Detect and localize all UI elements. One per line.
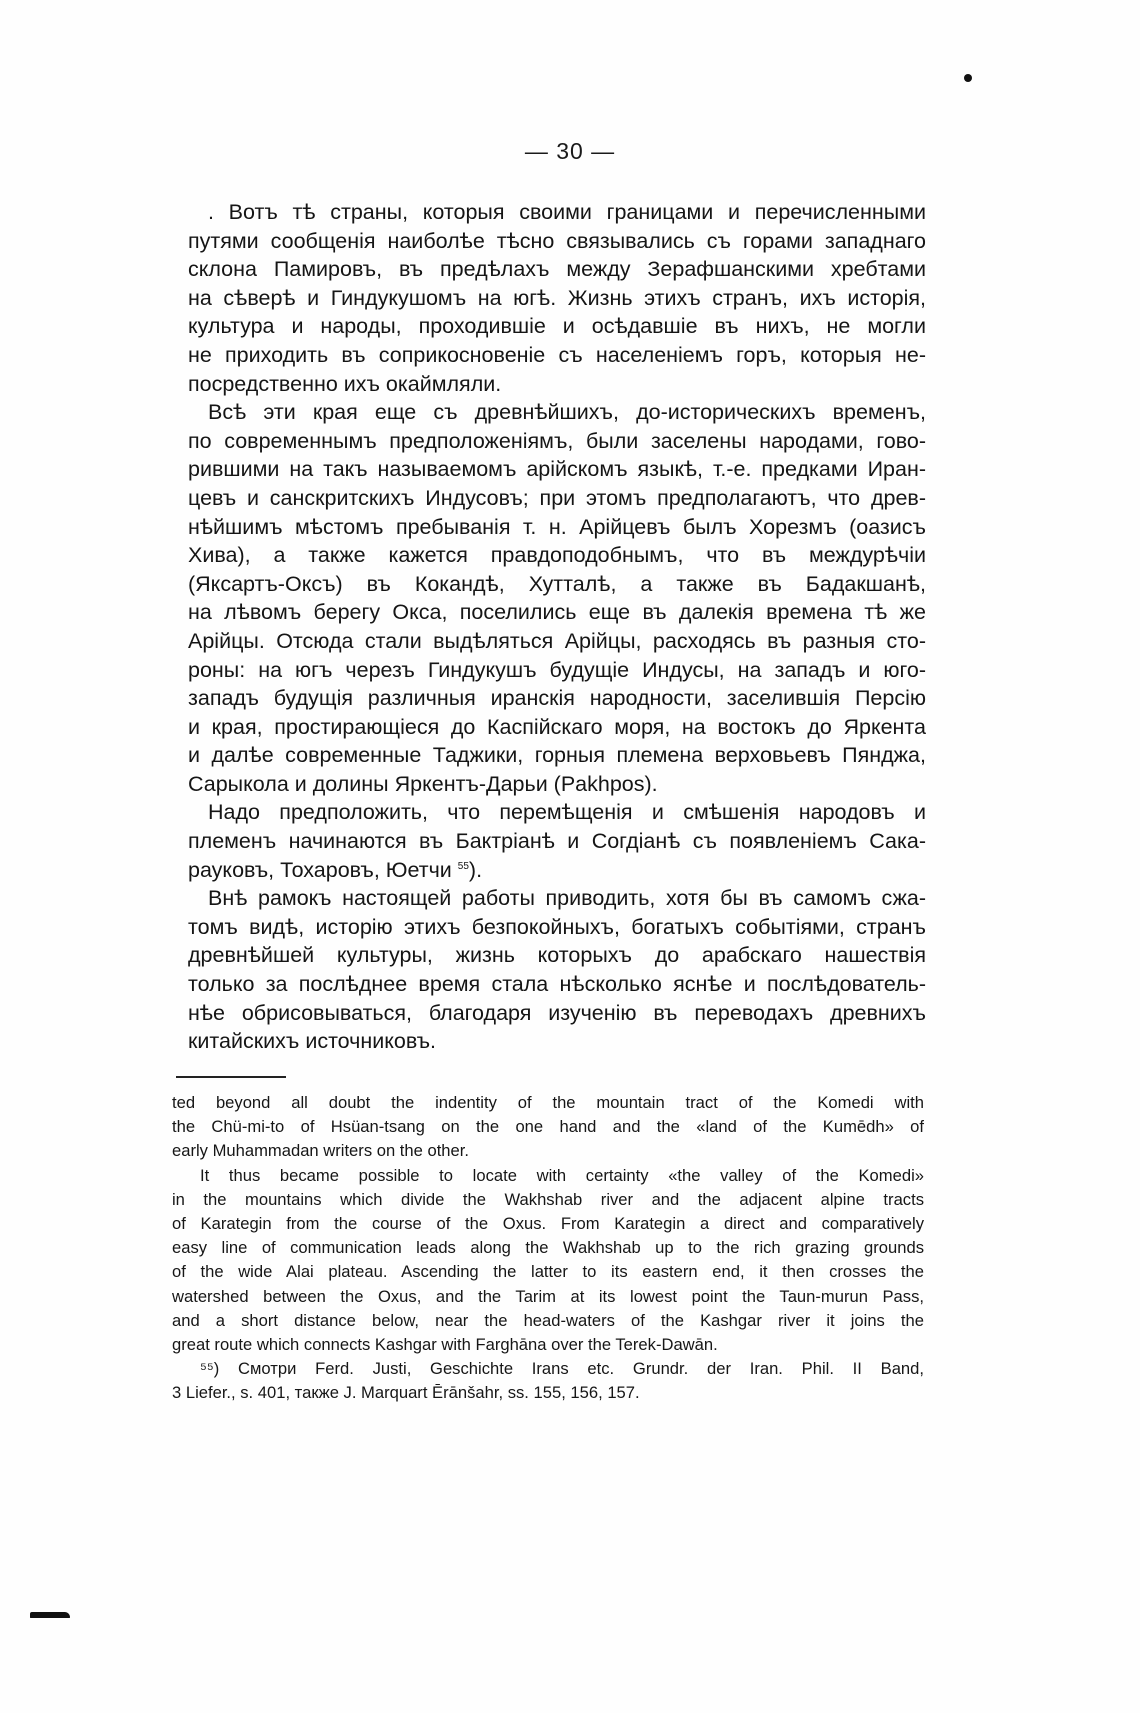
text-line: Хива), а также кажется правдоподобнымъ, что въ междурѣчіи bbox=[188, 543, 926, 568]
text-line: путями сообщенія наиболѣе тѣсно связывались съ горами западнаго bbox=[188, 228, 926, 253]
footnote-reference[interactable]: 55 bbox=[457, 860, 469, 872]
text-line: томъ видѣ, исторію этихъ безпокойныхъ, богатыхъ событіями, странъ bbox=[188, 914, 926, 939]
footnote-line: of Karategin from the course of the Oxus. From Karategin a direct and comparatively bbox=[172, 1213, 924, 1233]
footnote-line: early Muhammadan writers on the other. bbox=[172, 1141, 469, 1161]
text-line: цевъ и санскритскихъ Индусовъ; при этомъ предполагаютъ, что древ- bbox=[188, 485, 926, 510]
footnote-paragraph bbox=[172, 1164, 924, 1358]
text-line: Сарыкола и долины Яркентъ-Дарьи (Pakhpos). bbox=[188, 771, 658, 796]
footnote-line: great route which connects Kashgar with Farghāna over the Terek-Dawān. bbox=[172, 1334, 718, 1354]
footnote-line: watershed between the Oxus, and the Tarim at its lowest point the Taun-murun Pass, bbox=[172, 1286, 924, 1306]
text-line: на сѣверѣ и Гиндукушомъ на югѣ. Жизнь этихъ странъ, ихъ исторія, bbox=[188, 285, 926, 310]
text-line: западъ будущія различныя иранскія народности, заселившія Персію bbox=[188, 686, 926, 711]
footnotes bbox=[172, 1091, 924, 1405]
paragraph bbox=[188, 198, 926, 398]
text-line-tail: ). bbox=[468, 857, 483, 882]
footnote-line: in the mountains which divide the Wakhshab river and the adjacent alpine tracts bbox=[172, 1189, 924, 1209]
footnote-paragraph bbox=[172, 1091, 924, 1164]
text-line: рившими на такъ называемомъ арійскомъ языкѣ, т.-е. предками Иран- bbox=[188, 457, 926, 482]
text-line: нѣе обрисовываться, благодаря изученію въ переводахъ древнихъ bbox=[188, 1000, 926, 1025]
text-line: посредственно ихъ окаймляли. bbox=[188, 371, 502, 396]
ink-dash-mark bbox=[30, 1612, 70, 1618]
text-line: по современнымъ предположеніямъ, были заселены народами, гово- bbox=[188, 428, 926, 453]
footnote-55 bbox=[172, 1357, 924, 1405]
footnote-line: easy line of communication leads along the Wakhshab up to the rich grazing grounds bbox=[172, 1238, 924, 1258]
footnote-line: and a short distance below, near the head-waters of the Kashgar river it joins the bbox=[172, 1310, 924, 1330]
text-line: Всѣ эти края еще съ древнѣйшихъ, до-историческихъ временъ, bbox=[208, 400, 926, 425]
main-text bbox=[188, 198, 926, 1056]
paragraph bbox=[188, 884, 926, 1056]
page-number: — 30 — bbox=[524, 138, 616, 164]
text-line bbox=[188, 856, 926, 885]
text-line: культура и народы, проходившіе и осѣдавшіе въ нихъ, не могли bbox=[188, 314, 926, 339]
text-line: (Яксартъ-Оксъ) въ Кокандѣ, Хутталѣ, а также въ Бадакшанѣ, bbox=[188, 571, 926, 596]
text-line: Арійцы. Отсюда стали выдѣляться Арійцы, расходясь въ разныя сто- bbox=[188, 628, 926, 653]
footnote-line: the Chü-mi-to of Hsüan-tsang on the one hand and the «land of the Kumēdh» of bbox=[172, 1117, 924, 1137]
footnote-line: ted beyond all doubt the indentity of the mountain tract of the Komedi with bbox=[172, 1093, 924, 1112]
text-line: Внѣ рамокъ настоящей работы приводить, хотя бы въ самомъ сжа- bbox=[208, 886, 926, 911]
text-line: племенъ начинаются въ Бактріанѣ и Согдіанѣ съ появленіемъ Сака- bbox=[188, 829, 926, 854]
paragraph bbox=[188, 798, 926, 884]
text-line: склона Памировъ, въ предѣлахъ между Зерафшанскими хребтами bbox=[188, 257, 926, 282]
text-line: роны: на югъ черезъ Гиндукушъ будущіе Индусы, на западъ и юго- bbox=[188, 657, 926, 682]
text-line: не приходить въ соприкосновеніе съ населеніемъ горъ, которыя не- bbox=[188, 342, 926, 367]
footnote-line: 3 Liefer., s. 401, также J. Marquart Ērānšahr, ss. 155, 156, 157. bbox=[172, 1383, 640, 1403]
text-line: китайскихъ источниковъ. bbox=[188, 1029, 436, 1054]
footnote-divider bbox=[176, 1076, 286, 1078]
text-line: на лѣвомъ берегу Окса, поселились еще въ далекія времена тѣ же bbox=[188, 600, 926, 625]
text-line: только за послѣднее время стала нѣсколько яснѣе и послѣдователь- bbox=[188, 972, 926, 997]
footnote-line: ⁵⁵) Смотри Ferd. Justi, Geschichte Irans etc. Grundr. der Iran. Phil. II Band, bbox=[200, 1359, 924, 1379]
text-line: . Вотъ тѣ страны, которыя своими границами и перечисленными bbox=[208, 200, 926, 224]
ink-dot-mark bbox=[964, 74, 972, 82]
text-line: Надо предположить, что перемѣщенія и смѣшенія народовъ и bbox=[208, 800, 926, 825]
text-line: древнѣйшей культуры, жизнь которыхъ до арабскаго нашествія bbox=[188, 943, 926, 968]
text-line-content: рауковъ, Тохаровъ, Юетчи bbox=[188, 857, 452, 882]
text-line: и далѣе современные Таджики, горныя племена верховьевъ Пянджа, bbox=[188, 743, 926, 768]
footnote-line: It thus became possible to locate with certainty «the valley of the Komedi» bbox=[200, 1165, 924, 1185]
footnote-line: of the wide Alai plateau. Ascending the latter to its eastern end, it then crosses the bbox=[172, 1262, 924, 1282]
text-line: и края, простирающіеся до Каспійскаго моря, на востокъ до Яркента bbox=[188, 714, 926, 739]
text-line: нѣйшимъ мѣстомъ пребыванія т. н. Арійцевъ былъ Хорезмъ (оазисъ bbox=[188, 514, 926, 539]
paragraph bbox=[188, 398, 926, 798]
